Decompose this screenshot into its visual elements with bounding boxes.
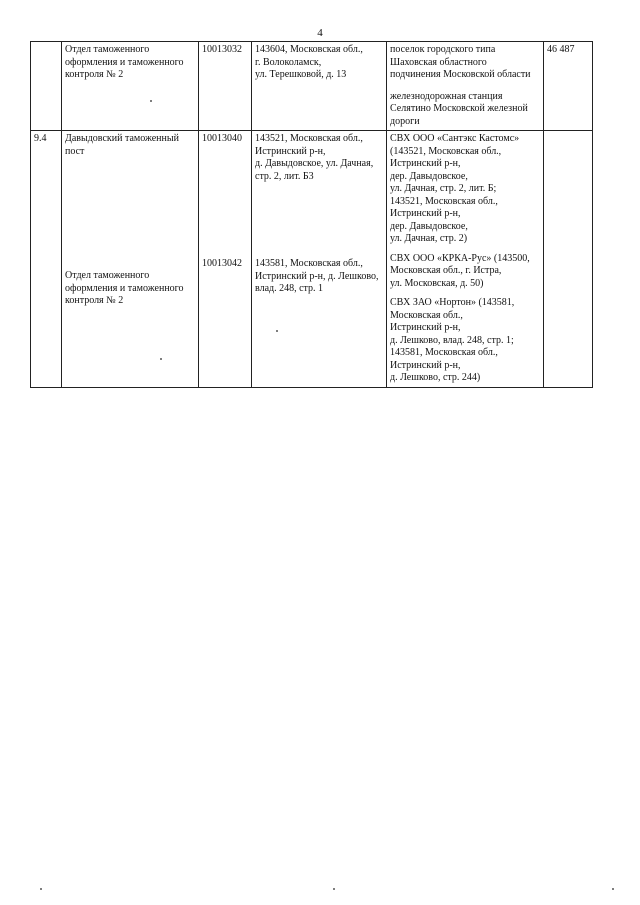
warehouse-line: Селятино Московской железной — [390, 103, 528, 114]
post-name-line: оформления и таможенного — [65, 56, 184, 68]
scan-speck — [40, 888, 42, 890]
sub-unit-name — [65, 270, 195, 308]
sub-name-line: контроля № 2 — [65, 295, 124, 306]
sub-unit-address — [255, 258, 383, 296]
warehouse-line: Московская обл., — [390, 309, 463, 321]
scan-speck — [150, 100, 152, 102]
warehouse-line: ул. Московская, д. 50) — [390, 277, 484, 289]
warehouse-line: СВХ ООО «Сантэкс Кастомс» — [390, 133, 520, 144]
post-name-line: контроля № 2 — [65, 69, 124, 80]
warehouse-line: поселок городского типа — [390, 44, 496, 55]
post-name-cell — [62, 42, 199, 131]
scan-speck — [333, 888, 335, 890]
warehouse-line: Истринский р-н, — [390, 322, 461, 333]
sub-name-line: оформления и таможенного — [65, 282, 184, 294]
warehouse-line: дер. Давыдовское, — [390, 170, 468, 182]
warehouse-line: Истринский р-н, — [390, 158, 461, 169]
row-number-cell — [31, 42, 62, 131]
extra-value-cell: 46 487 — [544, 42, 593, 131]
warehouse-line: железнодорожная станция — [390, 90, 503, 102]
post-name-line: Отдел таможенного — [65, 44, 150, 55]
scan-speck — [276, 330, 278, 332]
extra-value-cell — [544, 131, 593, 388]
customs-posts-table — [30, 41, 593, 388]
address-line: Истринский р-н, д. Лешково, — [255, 270, 379, 282]
page-number: 4 — [317, 27, 323, 39]
warehouse-line: (143521, Московская обл., — [390, 145, 502, 157]
table-row — [31, 131, 593, 388]
post-code: 10013040 — [202, 133, 242, 144]
warehouse-line: дер. Давыдовское, — [390, 220, 468, 232]
address-cell — [252, 42, 387, 131]
warehouse-line: Истринский р-н, — [390, 359, 461, 371]
address-line: г. Волоколамск, — [255, 56, 322, 68]
warehouse-cell — [387, 131, 544, 388]
sub-name-line: Отдел таможенного — [65, 270, 150, 281]
warehouse-cell — [387, 42, 544, 131]
warehouse-line: 143581, Московская обл., — [390, 347, 498, 358]
warehouse-line: подчинения Московской области — [390, 69, 531, 80]
post-name-line: пост — [65, 145, 85, 157]
post-name-line: Давыдовский таможенный — [65, 133, 179, 144]
warehouse-line: д. Лешково, стр. 244) — [390, 372, 481, 383]
warehouse-line: 143521, Московская обл., — [390, 195, 498, 207]
address-line: стр. 2, лит. Б3 — [255, 170, 314, 182]
sub-post-code: 10013042 — [202, 257, 242, 269]
warehouse-line: Истринский р-н, — [390, 208, 461, 219]
warehouse-line: Московская обл., г. Истра, — [390, 265, 502, 276]
address-line: ул. Терешковой, д. 13 — [255, 69, 347, 80]
scan-speck — [612, 888, 614, 890]
address-line: 143521, Московская обл., — [255, 133, 363, 144]
address-line: д. Давыдовское, ул. Дачная, — [255, 158, 374, 169]
address-line: Истринский р-н, — [255, 145, 326, 157]
post-code-cell: 10013032 — [199, 42, 252, 131]
scan-speck — [160, 358, 162, 360]
address-cell — [252, 131, 387, 388]
address-line: 143581, Московская обл., — [255, 258, 363, 269]
warehouse-line: СВХ ООО «КРКА-Рус» (143500, — [390, 252, 530, 264]
table-row — [31, 42, 593, 131]
warehouse-line: д. Лешково, влад. 248, стр. 1; — [390, 334, 514, 346]
warehouse-line: ул. Дачная, стр. 2, лит. Б; — [390, 183, 497, 194]
warehouse-line: дороги — [390, 115, 420, 127]
address-line: влад. 248, стр. 1 — [255, 283, 324, 294]
address-line: 143604, Московская обл., — [255, 44, 363, 55]
warehouse-line: СВХ ЗАО «Нортон» (143581, — [390, 297, 515, 308]
warehouse-line: Шаховская областного — [390, 56, 487, 68]
post-code-cell — [199, 131, 252, 388]
warehouse-line: ул. Дачная, стр. 2) — [390, 233, 468, 244]
post-name-cell — [62, 131, 199, 388]
row-number-cell: 9.4 — [31, 131, 62, 388]
